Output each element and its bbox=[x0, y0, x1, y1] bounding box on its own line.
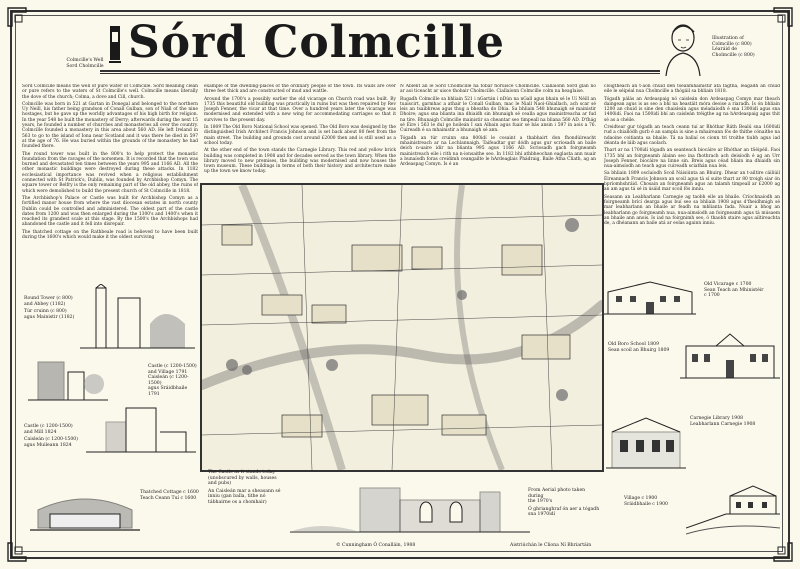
round-tower-caption bbox=[24, 296, 84, 320]
caption-line: Sord Cholmcille bbox=[66, 63, 104, 69]
caption-line: and Village 1791 bbox=[148, 369, 188, 375]
caption-line: An Caisleán mar a sheasann sé bbox=[208, 488, 281, 494]
caption-line: Leabharlann Carnegie 1908 bbox=[690, 421, 756, 427]
caption-line: Old Vicarage c 1700 bbox=[704, 282, 752, 287]
caption-line: and pubs) bbox=[208, 481, 232, 487]
castle-village-caption bbox=[148, 364, 198, 398]
old-boro-school-sketch bbox=[680, 326, 780, 384]
caption-line: and Mill 1824 bbox=[24, 429, 57, 435]
caption-line: agus Sráidbhaile 1791 bbox=[148, 386, 188, 397]
caption-line: Castle (c 1200-1500) bbox=[24, 424, 73, 429]
celtic-knot-icon bbox=[6, 541, 28, 563]
caption-line: Carnegie Library 1908 bbox=[690, 416, 744, 421]
village-sketch bbox=[686, 478, 780, 536]
paragraph: Creidtear gur tógadh an teach ceann tuí ar Bhóthar Ráth Bealú sna 1600idí rud a chiallódh gurb é an sampla is sine a mhaireann fós de thithe cónaithe na ndaoine coitianta sa bhaile. Tá na ballaí os cionn trí troithe tiubh agus iad déanta de láib agus caolach. bbox=[604, 125, 780, 146]
caption-line: Illustration of bbox=[712, 36, 744, 41]
castle-mill-caption bbox=[24, 424, 84, 448]
well-icon bbox=[108, 22, 122, 64]
caption-line: Old Boro School 1809 bbox=[608, 342, 660, 347]
caption-line: and Abbey (1182) bbox=[24, 301, 66, 307]
paragraph: Colmcille was born in 521 at Gartan in Donegal and belonged to the northern Uy Neill, his father being grandson of Conall Gulban, son of Niall of the nine hostages, but he gave up the worldly advantages of his high birth for religion. In the year 548 he built the monastery of Derry; afterwards during the next 15 years, he founded a number of churches and monasteries all over the country. Colmcille founded a monastery in this area about 560 AD. He left Ireland in 563 to go to the island of Iona near Scotland and it was there he died in 597 at the age of 76. He was buried within the grounds of the monastery he had founded there. bbox=[22, 101, 198, 150]
caption-line: Thatched Cottage c 1600 bbox=[140, 490, 199, 495]
caption-line: Sean Teach an Mhinistéir bbox=[704, 287, 764, 293]
caption-line: Caisleán (c 1200-1500) bbox=[148, 375, 189, 386]
translation-credit: Aistriúchán le Cliona Ní Bhriartáin bbox=[510, 543, 592, 548]
caption-line: Teach Ceann Tuí c 1600 bbox=[140, 495, 197, 501]
paragraph: In 1809 The Old Boro National School was opened. The Old Boro was designed by the distinguished Irish Architect Francis Johnson and is set back about 80 feet from the main street. The building and grounds cost around £2000 then and is still used as a school today. bbox=[204, 125, 396, 146]
page-title: Sórd Colmcille bbox=[128, 17, 505, 68]
caption-line: Caisleán (c 1200-1500) bbox=[24, 437, 78, 443]
castle-today-caption bbox=[208, 470, 288, 506]
castle-mill-sketch bbox=[86, 402, 196, 460]
paragraph: The Archbishop's Palace or Castle was built for Archbishop Comyn as a fortified manor house from where the vast diocesan estates in north county Dublin could be controlled and administered. The oldest part of the castle dates from 1200 and was then enlarged during the 1300's and 1400's when it reached its grandest scale at this stage. By the 1500's the Archbishops had abandoned the castle and it fell into disrepair. bbox=[22, 195, 198, 228]
paragraph: Sa bhliain 1809 osclaíodh Scoil Náisiúnta an Bhuirg. Dhear an t-ailtire cáiliúil Éireannach Francis Johnson an scoil agus tá sí suite thart ar 80 troigh siar ón bpríomhshráid. Chosain an foirgneamh agus an talamh timpeall ar £2000 ag an am agus tá sé in úsáid mar scoil fós inniu. bbox=[604, 171, 780, 193]
caption-line: Sráidbhaile c 1900 bbox=[624, 501, 668, 507]
round-tower-sketch bbox=[80, 284, 195, 354]
caption-line: From Aerial photo taken during bbox=[528, 488, 586, 499]
old-vicarage-sketch bbox=[604, 278, 696, 318]
caption-line: Túr cruinn (c 800) bbox=[24, 309, 67, 315]
paragraph: example of the dwelling-places of the ordinary people of the town. Its walls are over three feet thick and are constructed of mud and wattle. bbox=[204, 84, 396, 95]
paragraph: Seasann an Leabharlann Carnegie ag taobh eile an bhaile. Críochnaíodh an foirgneamh brící dearga agus buí seo sa bhliain 1908 agus d'fheidhmigh sé mar leabharlann an bhaile ar feadh na mblianta fada. Nuair a bhog an leabharlann go foirgneamh nua, nua-aimsíodh an foirgneamh agus tá músaem an bhaile ann anois. Is iad na foirgnimh seo, ó thaobh staire agus ailtireachta de, a dhéanann an baile atá ar eolas againn inniu. bbox=[604, 194, 780, 227]
thatched-cottage-caption bbox=[140, 490, 200, 501]
portrait-caption bbox=[712, 36, 782, 58]
left-english-column bbox=[22, 84, 198, 289]
celtic-knot-icon bbox=[6, 6, 28, 28]
caption-line: agus Mainistir (1182) bbox=[24, 314, 75, 320]
title-rule bbox=[100, 70, 660, 72]
aerial-caption bbox=[528, 488, 600, 518]
middle-irish-column bbox=[400, 84, 596, 184]
caption-line: Léaráid de bbox=[712, 47, 737, 53]
old-boro-school-caption bbox=[608, 342, 678, 353]
paragraph: At the other end of the town stands the Carnegie Library. This red and yellow brick building was completed in 1908 and for decades served as the town library. When the library moved to new premises, the building was modernised and now houses the town museum. These buildings in terms of both their history and architecture make up the town we know today. bbox=[204, 148, 396, 175]
castle-village-sketch bbox=[28, 354, 108, 404]
paragraph: Thart ar na 1700idí tógadh an seanteach biocáire ar Bhóthar an tSéipéil. Faoi 1735 bhí an foirgneamh álainn seo ina fhothrach ach deisíodh é ag an Urr Joseph Fenner, biocáire na linne sin. Breis agus céad bliain ina dhiaidh sin nua-aimsíodh an teach agus cuireadh sciathán nua leis. bbox=[604, 148, 780, 170]
paragraph: Rugadh Colmcille sa bhliain 521 i nGartán i nDún na nGall agus bhain sé le Uí Néill an tuaiscirt, garmhac a athair le Conall Gulban, mac le Niall Naoi-Ghiallach, ach scar sé leis an tsaibhreas agus thug a bheatha do Dhia. Sa bhliain 548 bhunaigh sé mainistir Dhoire; agus sna blianta ina dhiaidh sin bhunaigh sé cealla agus mainistreacha ar fud na tíre. Bhunaigh Colmcille mainistir sa cheantar seo timpeall na bliana 560 AD. D'fhág sé Éire i 563 le dul go hoileán Í san Albain agus fuair sé bás ansin i 597 in aois a 76. Cuireadh é sa mhainistir a bhunaigh sé ann. bbox=[400, 96, 596, 134]
right-irish-column bbox=[604, 84, 780, 269]
middle-english-column bbox=[204, 84, 396, 184]
paragraph: Tógadh an túr cruinn sna 800idí le cosaint a thabhairt don fhondúireacht mhainistreach ar na Lochlannaigh. Taifeadtar gur dódh agus gur scriosadh an baile deich n-uaire idir na blianta 995 agus 1166 AD. Scriosadh gach foirgneamh mainistreach eile i rith na n-ionsaithe seo. In 1182 bhí athbheochan eaglasta ann nuair a bunaíodh foras creidimh ceangailte le hArdeaglais Phádraig, Baile Átha Cliath, ag an Ardeaspag Comyn. Is é an bbox=[400, 135, 596, 168]
thatched-cottage-sketch bbox=[30, 488, 140, 534]
caption-line: Colmcille's Well bbox=[66, 58, 104, 63]
paragraph: N Ablent an le Sord Cholmcille na tobar fioruisce Cholmcille. Ciallaíonn Sord glan nó ar aoi ticeacht ar uisce thobair Cholmcille. Ciallaíonn Colmcille colm na heaglaise. bbox=[400, 84, 596, 95]
caption-line: agus Muileann 1824 bbox=[24, 442, 72, 448]
paragraph: Tógadh pálás an Ardeaspaig nó caisleán don Ardeaspag Comyn mar theach daingean agus is as seo a bhí na heastáit móra deoise a riaradh. Is ón bhliain 1200 an chuid is sine den chaisleán agus méadaíodh é sna 1300idí agus sna 1400idí. Faoi na 1500idí bhí an caisleán tréigthe ag na hArdeaspaig agus thit sé as a chéile. bbox=[604, 96, 780, 123]
caption-line: Colmcille (c 800) bbox=[712, 41, 752, 47]
caption-line: tábhairne os a chomhair) bbox=[208, 499, 267, 505]
caption-line: Village c 1900 bbox=[624, 496, 658, 501]
title-rule bbox=[100, 73, 660, 74]
well-caption bbox=[60, 58, 110, 69]
caption-line: The Castle as it stands today bbox=[208, 470, 276, 475]
caption-line: sna 1970idí bbox=[528, 512, 556, 518]
castle-today-sketch bbox=[290, 480, 530, 538]
paragraph: The thatched cottage on the Rathbeale road is believed to have been built during the 1600's which would make it the oldest surviving bbox=[22, 229, 198, 241]
caption-line: Sean scoil an Bhuirg 1809 bbox=[608, 347, 670, 353]
village-caption bbox=[624, 496, 684, 507]
caption-line: Castle (c 1200-1500) bbox=[148, 364, 197, 369]
paragraph: Around the 1700's a possibly earlier the old vicarage on Church road was built. By 1735 this beautiful old building was practically in ruins but was then repaired by Rev Joseph Fenner, the vicar at that time. Over a hundred years later the vicarage was modernised and extended with a new wing for accommodating carriages so that it survives to the present day. bbox=[204, 96, 396, 123]
paragraph: The round tower was built in the 800's to help protect the monastic foundation from the ravages of the norsemen. It is recorded that the town was burned and devastated ten times between the years 995 and 1166 AD. All the other monastic buildings were destroyed during these attacks. In 1182 ecclesiastical importance was revived when a religious establishment connected with St Patrick's, Dublin, was founded by Archbishop Comyn. The square tower or Belfry is the only remaining part of the old abbey, the ruins of which were demolished to build the present church of St Colmcille in 1818. bbox=[22, 151, 198, 194]
caption-line: Ó ghrianghraf ón aer a tógadh bbox=[528, 506, 600, 512]
caption-line: the 1970's bbox=[528, 499, 553, 505]
caption-line: Round Tower (c 800) bbox=[24, 296, 73, 301]
caption-line: (unobscured by walls, houses bbox=[208, 475, 277, 481]
old-vicarage-caption bbox=[704, 282, 780, 299]
aerial-town-illustration bbox=[200, 183, 604, 472]
portrait-icon bbox=[658, 18, 708, 76]
paragraph: cloigtheach an t-aon chuid den tseanmhainistir atá fágtha, leagadh an chuid eile le séipéal nua Cholmcille a thógáil sa bhliain 1818. bbox=[604, 84, 780, 95]
paragraph: Sord Colmcille means the well of pure water of Colmcille. Sord meaning clean or pure refers to the waters of St Colmcille's well. Colmcille means literally the dove of the church; Colma, a dove and Cill, church. bbox=[22, 84, 198, 100]
celtic-knot-icon bbox=[772, 6, 794, 28]
caption-line: Cholmcille (c 800) bbox=[712, 52, 755, 58]
celtic-knot-icon bbox=[772, 541, 794, 563]
copyright-text: © Cunningham Ó Conalláin, 1988 bbox=[336, 543, 416, 548]
caption-line: c 1700 bbox=[704, 293, 720, 299]
carnegie-library-sketch bbox=[606, 414, 686, 474]
caption-line: inniu (gan balla, tithe nó bbox=[208, 494, 266, 500]
carnegie-library-caption bbox=[690, 416, 780, 427]
